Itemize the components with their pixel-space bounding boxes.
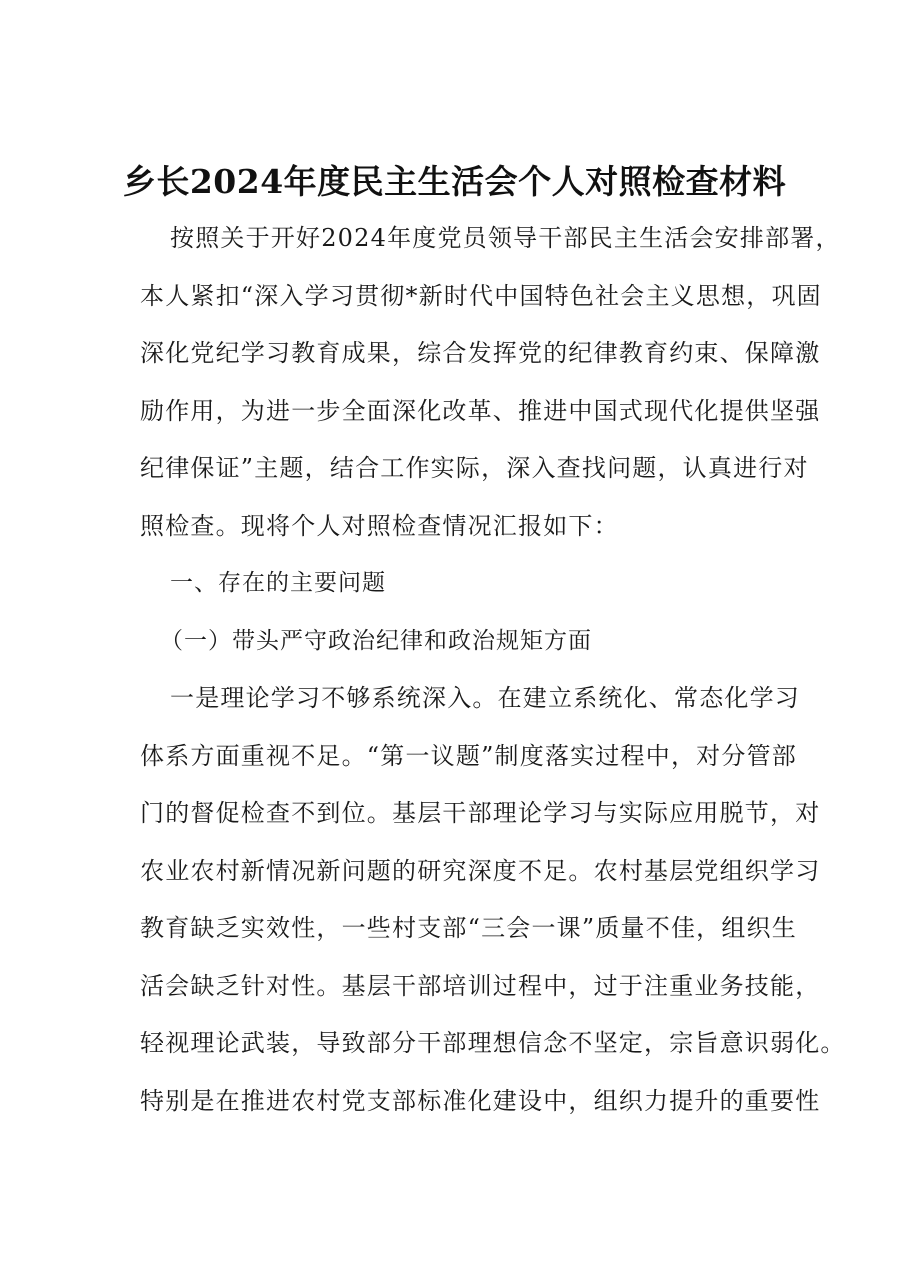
intro-line: 按照关于开好2024年度党员领导干部民主生活会安排部署， [170,224,841,252]
document-title: 乡长2024年度民主生活会个人对照检查材料 [122,162,787,201]
paragraph-line: 体系方面重视不足。“第一议题”制度落实过程中，对分管部 [140,741,797,770]
subsection-heading: （一）带头严守政治纪律和政治规矩方面 [160,627,592,654]
intro-line: 励作用，为进一步全面深化改革、推进中国式现代化提供坚强 [140,396,821,425]
intro-line: 照检查。现将个人对照检查情况汇报如下： [140,511,619,540]
paragraph-line: 门的督促检查不到位。基层干部理论学习与实际应用脱节，对 [140,799,821,827]
paragraph-line: 教育缺乏实效性，一些村支部“三会一课”质量不佳，组织生 [140,914,797,942]
paragraph-line: 农业农村新情况新问题的研究深度不足。农村基层党组织学习 [140,856,821,885]
paragraph-line: 活会缺乏针对性。基层干部培训过程中，过于注重业务技能， [140,971,821,1000]
paragraph-line: 一是理论学习不够系统深入。在建立系统化、常态化学习 [170,684,800,712]
intro-line: 纪律保证”主题，结合工作实际，深入查找问题，认真进行对 [140,454,809,482]
paragraph-line: 轻视理论武装，导致部分干部理想信念不坚定，宗旨意识弱化。 [140,1029,846,1057]
document-body [140,210,846,1130]
section-heading: 一、存在的主要问题 [170,570,386,596]
intro-line: 深化党纪学习教育成果，综合发挥党的纪律教育约束、保障激 [140,339,821,367]
paragraph-line: 特别是在推进农村党支部标准化建设中，组织力提升的重要性 [140,1086,821,1115]
intro-line: 本人紧扣“深入学习贯彻*新时代中国特色社会主义思想，巩固 [140,281,822,310]
